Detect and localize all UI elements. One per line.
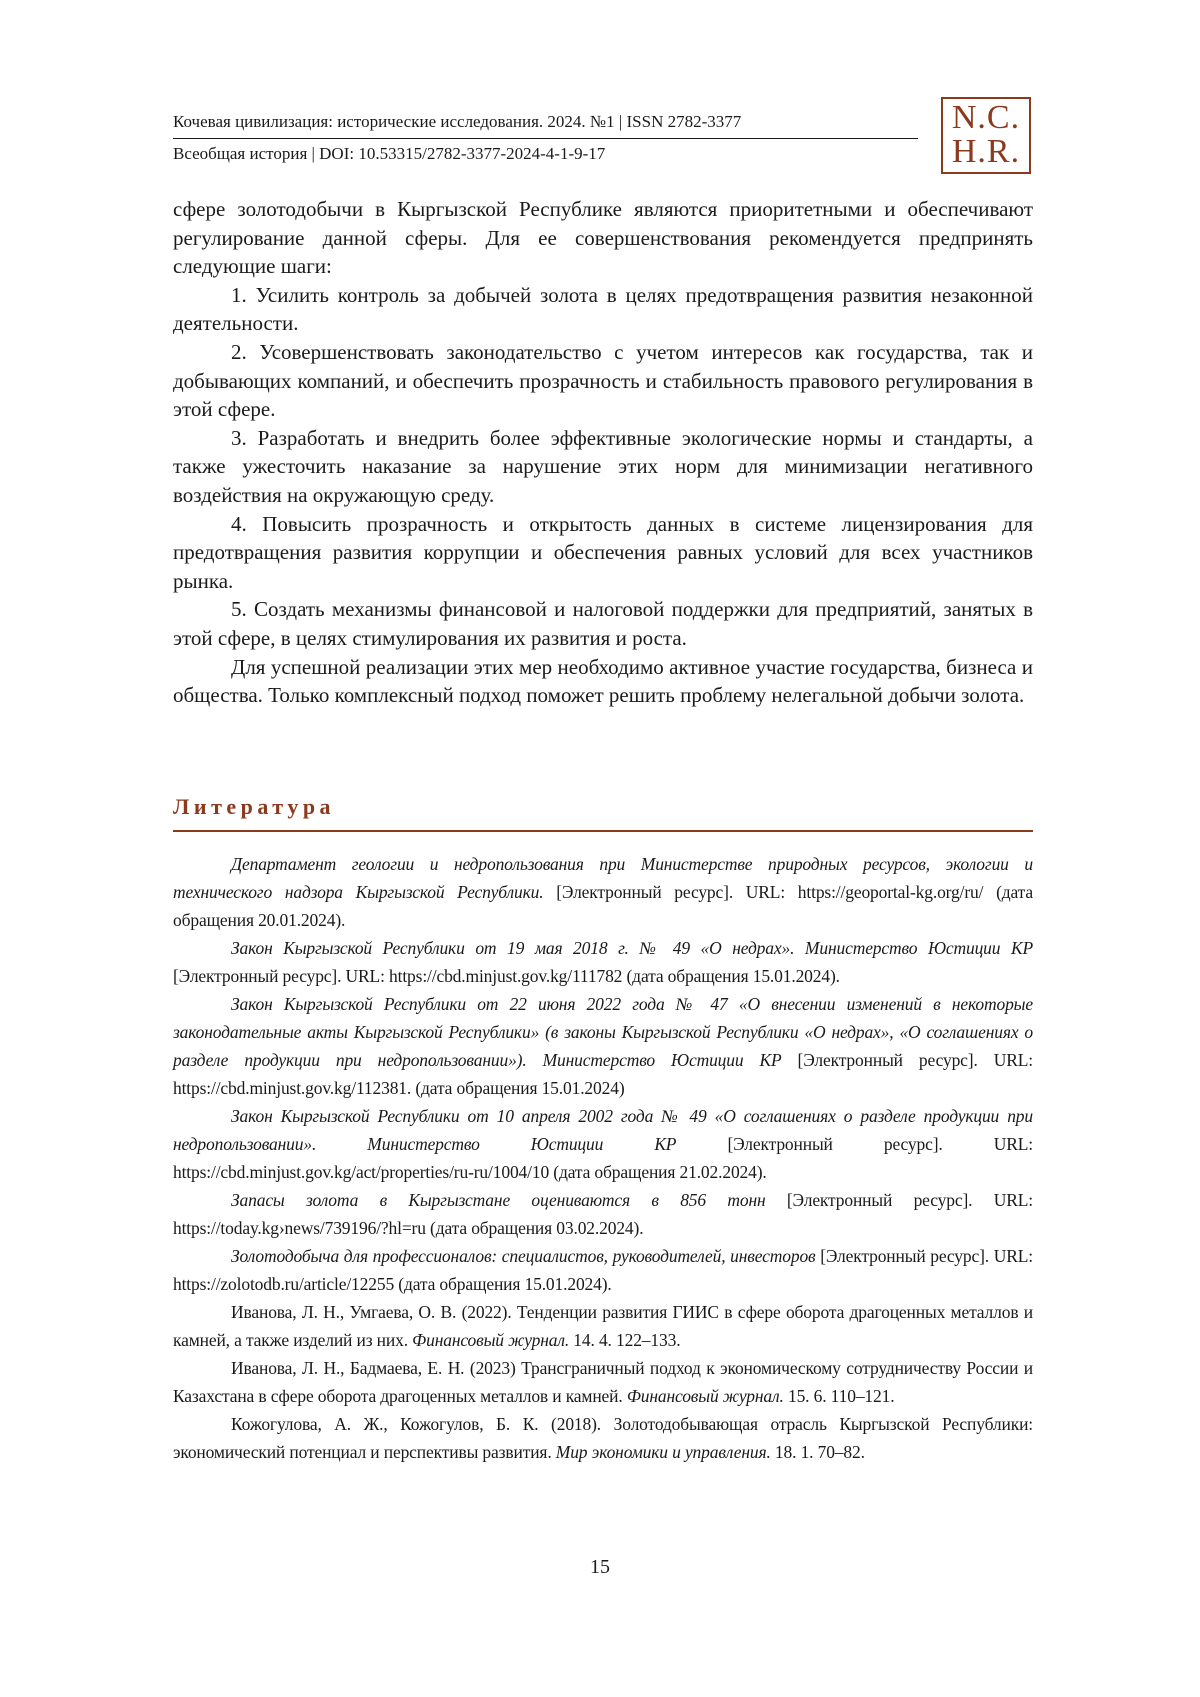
- ref-source: [Электронный ресурс]. URL: https://cbd.minjust.gov.kg/112381. (дата обращения 15.01.2024): [173, 1050, 1033, 1098]
- ref-title: Золотодобыча для профессионалов: специалистов, руководителей, инвесторов: [231, 1246, 816, 1266]
- step-1: 1. Усилить контроль за добычей золота в целях предотвращения развития незаконной деятельности.: [173, 282, 1033, 336]
- reference-item: [173, 1298, 1033, 1354]
- ref-source: [Электронный ресурс]. URL: https://cbd.minjust.gov.kg/act/properties/ru-ru/1004/10 (дата обращения 21.02.2024).: [173, 1134, 1033, 1182]
- running-header: [173, 110, 918, 166]
- ref-authors-title: Иванова, Л. Н., Умгаева, О. В. (2022). Тенденции развития ГИИС в сфере оборота драгоценных металлов и камней, а также изделий из них.: [173, 1302, 1033, 1350]
- ref-source: [Электронный ресурс]. URL: https://today.kg›news/739196/?hl=ru (дата обращения 03.02.2024).: [173, 1190, 1033, 1238]
- step-5: 5. Создать механизмы финансовой и налоговой поддержки для предприятий, занятых в этой сфере, в целях стимулирования их развития и роста.: [173, 597, 1033, 650]
- intro-paragraph: сфере золотодобычи в Кыргызской Республике являются приоритетными и обеспечивают регулирование данной сферы. Для ее совершенствования рекомендуется предпринять следующие шаги:: [173, 197, 1033, 279]
- step-3: 3. Разработать и внедрить более эффективные экологические нормы и стандарты, а также ужесточить наказание за нарушение этих норм для минимизации негативного воздействия на окружающую среду.: [173, 425, 1033, 507]
- ref-title: Запасы золота в Кыргызстане оцениваются в 856 тонн: [231, 1190, 766, 1210]
- ref-authors-title: Кожогулова, А. Ж., Кожогулов, Б. К. (2018). Золотодобывающая отрасль Кыргызской Республики: экономический потенциал и перспективы развития.: [173, 1414, 1033, 1462]
- ref-source: [Электронный ресурс]. URL: https://cbd.minjust.gov.kg/111782 (дата обращения 15.01.2024).: [173, 966, 840, 986]
- journal-logo: [941, 97, 1031, 174]
- reference-list: [173, 850, 1033, 1466]
- step-4: 4. Повысить прозрачность и открытость данных в системе лицензирования для предотвращения развития коррупции и обеспечения равных условий для всех участников рынка.: [173, 511, 1033, 593]
- reference-item: [173, 990, 1033, 1102]
- reference-item: [173, 850, 1033, 934]
- ref-authors-title: Иванова, Л. Н., Бадмаева, Е. Н. (2023) Трансграничный подход к экономическому сотрудничеству России и Казахстана в сфере оборота драгоценных металлов и камней.: [173, 1358, 1033, 1406]
- reference-item: [173, 1242, 1033, 1298]
- ref-title: Закон Кыргызской Республики от 10 апреля 2002 года № 49 «О соглашениях о разделе продукции при недропользовании». Министерство Юстиции КР: [173, 1106, 1033, 1154]
- ref-title: Закон Кыргызской Республики от 22 июня 2022 года № 47 «О внесении изменений в некоторые законодательные акты Кыргызской Республики» (в законы Кыргызской Республики «О недрах», «О соглашениях о разделе продукции при недропользовании»). Министерство Юстиции КР: [173, 994, 1033, 1070]
- header-rule: [173, 138, 918, 139]
- step-2: 2. Усовершенствовать законодательство с учетом интересов как государства, так и добывающих компаний, и обеспечить прозрачность и стабильность правового регулирования в этой сфере.: [173, 339, 1033, 422]
- journal-line: Кочевая цивилизация: исторические исследования. 2024. №1 | ISSN 2782-3377: [173, 112, 742, 131]
- literature-heading: Литература: [173, 794, 336, 819]
- ref-pages: 14. 4. 122–133.: [569, 1330, 681, 1350]
- reference-item: [173, 1354, 1033, 1410]
- ref-journal: Финансовый журнал.: [626, 1386, 784, 1406]
- reference-item: [173, 1102, 1033, 1186]
- section-doi-line: Всеобщая история | DOI: 10.53315/2782-3377-2024-4-1-9-17: [173, 144, 606, 163]
- logo-top: N.C.: [951, 99, 1021, 136]
- ref-title: Закон Кыргызской Республики от 19 мая 2018 г. № 49 «О недрах». Министерство Юстиции КР: [231, 938, 1033, 958]
- ref-title: Департамент геологии и недропользования при Министерстве природных ресурсов, экологии и технического надзора Кыргызской Республики.: [173, 854, 1033, 902]
- literature-rule: [173, 830, 1033, 832]
- ref-pages: 18. 1. 70–82.: [770, 1442, 865, 1462]
- reference-item: [173, 1410, 1033, 1466]
- ref-journal: Финансовый журнал.: [412, 1330, 570, 1350]
- logo-bottom: H.R.: [951, 133, 1021, 170]
- ref-journal: Мир экономики и управления.: [555, 1442, 771, 1462]
- reference-item: [173, 934, 1033, 990]
- conclusion-paragraph: Для успешной реализации этих мер необходимо активное участие государства, бизнеса и общества. Только комплексный подход поможет решить проблему нелегальной добычи золота.: [173, 654, 1033, 708]
- ref-source: [Электронный ресурс]. URL: https://zolotodb.ru/article/12255 (дата обращения 15.01.2024).: [173, 1246, 1033, 1294]
- ref-pages: 15. 6. 110–121.: [783, 1386, 895, 1406]
- ref-source: [Электронный ресурс]. URL: https://geoportal-kg.org/ru/ (дата обращения 20.01.2024).: [173, 882, 1033, 930]
- reference-item: [173, 1186, 1033, 1242]
- main-text: [173, 195, 1033, 710]
- page-number: 15: [590, 1556, 610, 1578]
